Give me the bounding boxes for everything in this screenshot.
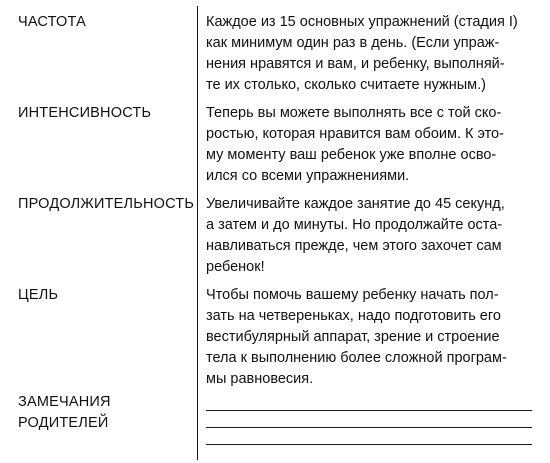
text-line: ребенок! bbox=[206, 259, 265, 275]
row-label-frequency: ЧАСТОТА bbox=[18, 14, 86, 30]
text-line: мы равновесия. bbox=[206, 371, 314, 387]
row-text-goal bbox=[206, 285, 536, 390]
text-line: ился со всеми упражнениями. bbox=[206, 168, 410, 184]
text-line: тела к выполнению более сложной програм- bbox=[206, 350, 507, 366]
text-line: му моменту ваш ребенок уже вполне осво- bbox=[206, 147, 497, 163]
row-label-intensity: ИНТЕНСИВНОСТЬ bbox=[18, 105, 152, 121]
notes-line[interactable] bbox=[206, 427, 532, 428]
text-line: Каждое из 15 основных упражнений (стадия I) bbox=[206, 14, 518, 30]
text-line: те их столько, сколько считаете нужным.) bbox=[206, 77, 486, 93]
text-line: Увеличивайте каждое занятие до 45 секунд, bbox=[206, 196, 505, 212]
row-label-duration: ПРОДОЛЖИТЕЛЬНОСТЬ bbox=[18, 196, 195, 212]
row-label-parent-notes bbox=[18, 392, 196, 434]
text-line: вестибулярный аппарат, зрение и строение bbox=[206, 329, 500, 345]
row-label-goal: ЦЕЛЬ bbox=[18, 287, 59, 303]
text-line: зать на четвереньках, надо подготовить его bbox=[206, 308, 501, 324]
notes-line[interactable] bbox=[206, 444, 532, 445]
row-text-duration bbox=[206, 194, 536, 278]
notes-line[interactable] bbox=[206, 410, 532, 411]
text-line: навливаться прежде, чем этого захочет сам bbox=[206, 238, 502, 254]
column-divider bbox=[197, 6, 198, 460]
row-text-frequency bbox=[206, 12, 536, 96]
notes-label-line: РОДИТЕЛЕЙ bbox=[18, 415, 109, 431]
text-line: Теперь вы можете выполнять все с той ско- bbox=[206, 105, 502, 121]
row-text-intensity bbox=[206, 103, 536, 187]
text-line: ростью, которая нравится вам обоим. К это- bbox=[206, 126, 504, 142]
notes-label-line: ЗАМЕЧАНИЯ bbox=[18, 394, 111, 410]
text-line: как минимум один раз в день. (Если упраж- bbox=[206, 35, 500, 51]
text-line: а затем и до минуты. Но продолжайте оста- bbox=[206, 217, 503, 233]
text-line: нения нравятся и вам, и ребенку, выполняй- bbox=[206, 56, 505, 72]
text-line: Чтобы помочь вашему ребенку начать пол- bbox=[206, 287, 499, 303]
